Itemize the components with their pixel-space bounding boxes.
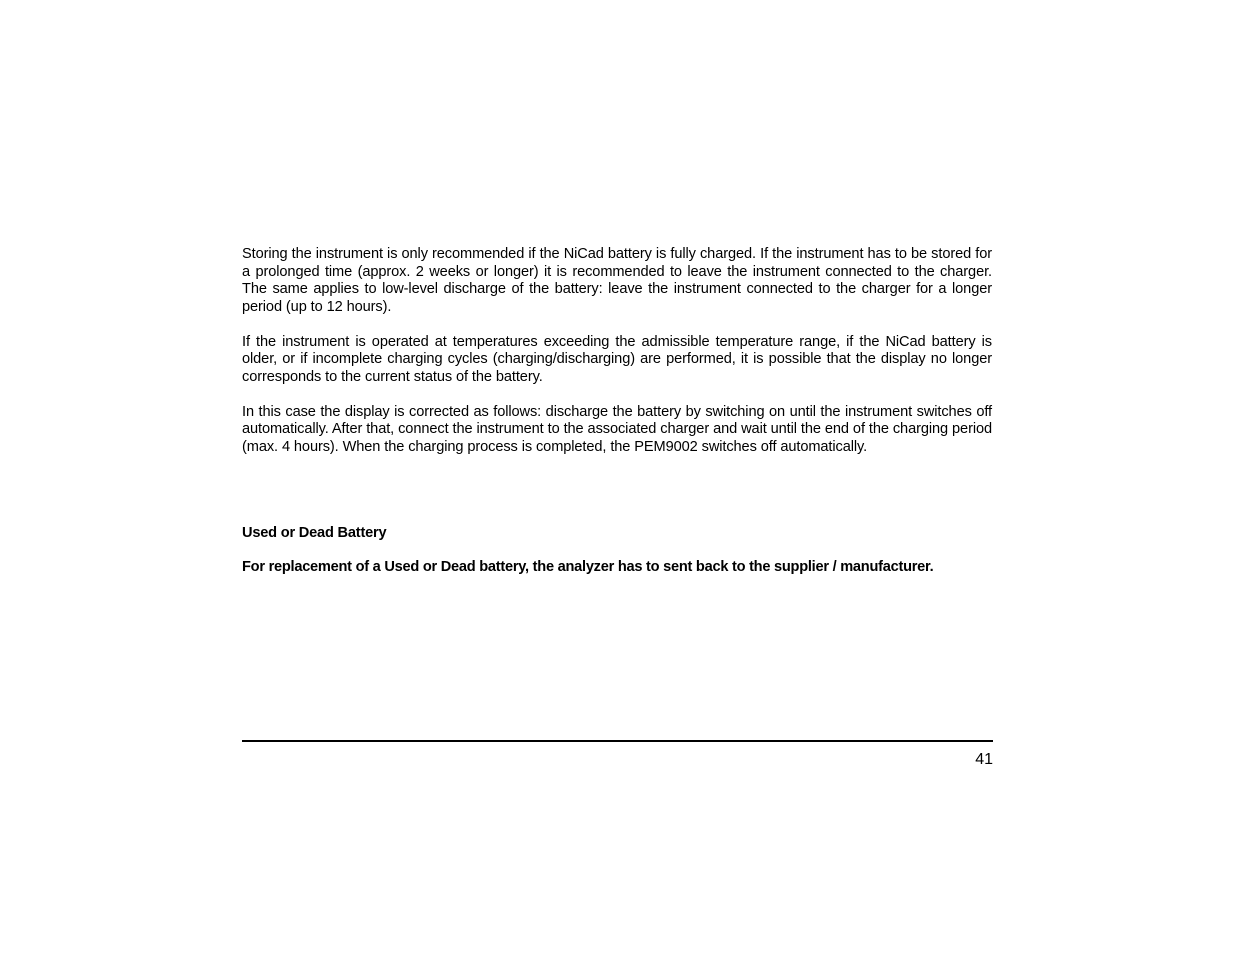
footer-divider [242, 740, 993, 742]
paragraph-display-correction: In this case the display is corrected as follows: discharge the battery by switching on until the instrument switches off automatically. After that, connect the instrument to the associated charger and wait until the end of the charging period (max. 4 hours). When the charging process is completed, the PEM9002 switches off automatically. [242, 403, 992, 455]
page-number: 41 [975, 751, 993, 768]
body-text [242, 246, 992, 456]
paragraph-storage: Storing the instrument is only recommended if the NiCad battery is fully charged. If the instrument has to be stored for a prolonged time (approx. 2 weeks or longer) it is recommended to leave the instrument connected to the charger. The same applies to low-level discharge of the battery: leave the instrument connected to the charger for a longer period (up to 12 hours). [242, 246, 992, 315]
replacement-notice: For replacement of a Used or Dead battery, the analyzer has to sent back to the supplier / manufacturer. [242, 559, 934, 575]
section-heading: Used or Dead Battery [242, 525, 387, 541]
paragraph-display-accuracy: If the instrument is operated at temperatures exceeding the admissible temperature range, if the NiCad battery is older, or if incomplete charging cycles (charging/discharging) are performed, it is possible that the display no longer corresponds to the current status of the battery. [242, 333, 992, 385]
